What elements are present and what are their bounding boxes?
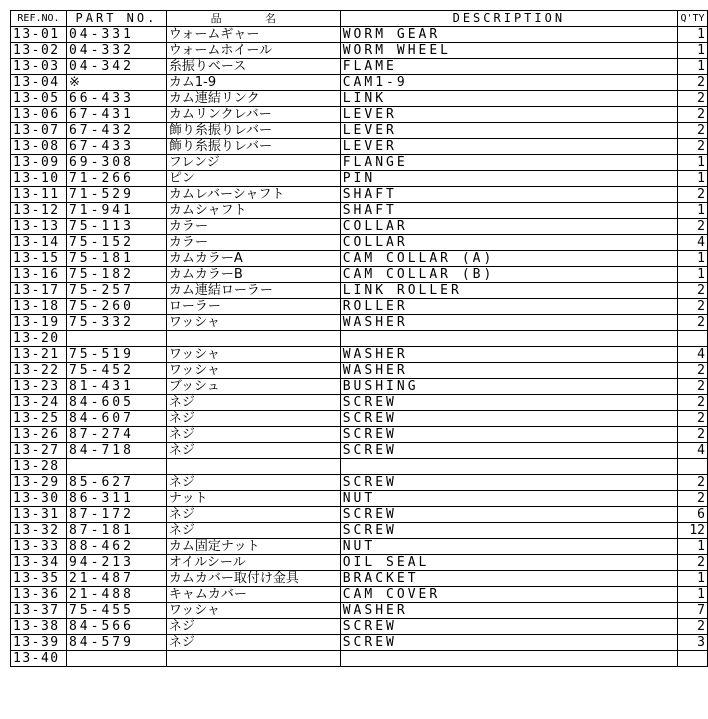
description-cell: LINK xyxy=(340,91,677,107)
ref-no-cell: 13-19 xyxy=(11,315,67,331)
quantity-cell: 4 xyxy=(677,347,707,363)
japanese-name-cell: ネジ xyxy=(166,475,340,491)
japanese-name-cell: カムカバー取付け金具 xyxy=(166,571,340,587)
ref-no-cell: 13-08 xyxy=(11,139,67,155)
part-no-cell: 87-274 xyxy=(66,427,166,443)
ref-no-cell: 13-25 xyxy=(11,411,67,427)
description-cell: SCREW xyxy=(340,635,677,651)
table-row xyxy=(11,75,708,91)
japanese-name-cell: 糸振りベース xyxy=(166,59,340,75)
description-cell: WASHER xyxy=(340,603,677,619)
description-cell: BRACKET xyxy=(340,571,677,587)
japanese-name-cell xyxy=(166,651,340,667)
table-row xyxy=(11,395,708,411)
japanese-name-cell xyxy=(166,331,340,347)
japanese-name-cell: ネジ xyxy=(166,427,340,443)
table-row xyxy=(11,523,708,539)
part-no-cell: 87-172 xyxy=(66,507,166,523)
japanese-name-cell: カムレバーシャフト xyxy=(166,187,340,203)
table-row xyxy=(11,635,708,651)
table-row xyxy=(11,91,708,107)
quantity-cell xyxy=(677,459,707,475)
part-no-cell: 88-462 xyxy=(66,539,166,555)
japanese-name-cell: ワッシャ xyxy=(166,363,340,379)
table-row xyxy=(11,651,708,667)
quantity-cell: 2 xyxy=(677,91,707,107)
quantity-cell: 2 xyxy=(677,187,707,203)
table-row xyxy=(11,267,708,283)
ref-no-cell: 13-02 xyxy=(11,43,67,59)
description-cell: FLANGE xyxy=(340,155,677,171)
description-cell: SHAFT xyxy=(340,187,677,203)
japanese-name-cell: カラー xyxy=(166,235,340,251)
part-no-cell xyxy=(66,651,166,667)
ref-no-cell: 13-09 xyxy=(11,155,67,171)
quantity-cell: 2 xyxy=(677,379,707,395)
part-no-cell: 75-152 xyxy=(66,235,166,251)
part-no-cell: 75-332 xyxy=(66,315,166,331)
table-row xyxy=(11,299,708,315)
japanese-name-cell: カムリンクレバー xyxy=(166,107,340,123)
part-no-cell: 04-331 xyxy=(66,27,166,43)
ref-no-cell: 13-03 xyxy=(11,59,67,75)
japanese-name-cell: カムシャフト xyxy=(166,203,340,219)
ref-no-cell: 13-37 xyxy=(11,603,67,619)
ref-no-cell: 13-13 xyxy=(11,219,67,235)
description-cell: SHAFT xyxy=(340,203,677,219)
japanese-name-cell: ネジ xyxy=(166,395,340,411)
description-cell: SCREW xyxy=(340,411,677,427)
table-row xyxy=(11,59,708,75)
ref-no-cell: 13-20 xyxy=(11,331,67,347)
part-no-cell xyxy=(66,331,166,347)
ref-no-cell: 13-29 xyxy=(11,475,67,491)
table-row xyxy=(11,219,708,235)
quantity-cell: 1 xyxy=(677,59,707,75)
quantity-cell: 1 xyxy=(677,539,707,555)
part-no-cell: 87-181 xyxy=(66,523,166,539)
ref-no-cell: 13-22 xyxy=(11,363,67,379)
quantity-cell: 4 xyxy=(677,235,707,251)
japanese-name-cell: オイルシール xyxy=(166,555,340,571)
ref-no-cell: 13-18 xyxy=(11,299,67,315)
quantity-cell: 2 xyxy=(677,139,707,155)
description-cell: NUT xyxy=(340,539,677,555)
part-no-cell xyxy=(66,459,166,475)
ref-no-cell: 13-17 xyxy=(11,283,67,299)
table-row xyxy=(11,443,708,459)
quantity-cell: 2 xyxy=(677,411,707,427)
japanese-name-cell: カム固定ナット xyxy=(166,539,340,555)
description-cell: WORM GEAR xyxy=(340,27,677,43)
quantity-cell: 2 xyxy=(677,315,707,331)
ref-no-cell: 13-11 xyxy=(11,187,67,203)
description-cell: WASHER xyxy=(340,315,677,331)
ref-no-cell: 13-27 xyxy=(11,443,67,459)
part-no-cell: 75-182 xyxy=(66,267,166,283)
japanese-name-cell: ナット xyxy=(166,491,340,507)
part-no-cell: 81-431 xyxy=(66,379,166,395)
quantity-cell: 2 xyxy=(677,123,707,139)
description-cell: BUSHING xyxy=(340,379,677,395)
ref-no-cell: 13-05 xyxy=(11,91,67,107)
part-no-cell: 67-432 xyxy=(66,123,166,139)
quantity-cell: 1 xyxy=(677,571,707,587)
quantity-cell: 1 xyxy=(677,251,707,267)
quantity-cell: 2 xyxy=(677,427,707,443)
table-row xyxy=(11,123,708,139)
table-row xyxy=(11,587,708,603)
description-cell: SCREW xyxy=(340,619,677,635)
table-row xyxy=(11,571,708,587)
japanese-name-cell: ワッシャ xyxy=(166,603,340,619)
table-row xyxy=(11,347,708,363)
table-row xyxy=(11,155,708,171)
japanese-name-cell: カムカラーA xyxy=(166,251,340,267)
quantity-cell: 2 xyxy=(677,107,707,123)
ref-no-cell: 13-07 xyxy=(11,123,67,139)
header-part-no: PART NO. xyxy=(66,11,166,27)
ref-no-cell: 13-36 xyxy=(11,587,67,603)
quantity-cell: 2 xyxy=(677,491,707,507)
part-no-cell: 75-452 xyxy=(66,363,166,379)
part-no-cell: 67-433 xyxy=(66,139,166,155)
japanese-name-cell: 飾り糸振りレバー xyxy=(166,139,340,155)
description-cell: OIL SEAL xyxy=(340,555,677,571)
quantity-cell: 4 xyxy=(677,443,707,459)
japanese-name-cell: ネジ xyxy=(166,635,340,651)
japanese-name-cell: ワッシャ xyxy=(166,315,340,331)
part-no-cell: 66-433 xyxy=(66,91,166,107)
japanese-name-cell: カム1-9 xyxy=(166,75,340,91)
ref-no-cell: 13-31 xyxy=(11,507,67,523)
parts-list-table xyxy=(10,10,708,667)
part-no-cell: 85-627 xyxy=(66,475,166,491)
quantity-cell: 2 xyxy=(677,299,707,315)
ref-no-cell: 13-15 xyxy=(11,251,67,267)
part-no-cell: 75-113 xyxy=(66,219,166,235)
part-no-cell: 94-213 xyxy=(66,555,166,571)
part-no-cell: 86-311 xyxy=(66,491,166,507)
description-cell: SCREW xyxy=(340,443,677,459)
table-row xyxy=(11,43,708,59)
quantity-cell: 1 xyxy=(677,27,707,43)
description-cell: LEVER xyxy=(340,107,677,123)
table-row xyxy=(11,363,708,379)
description-cell: CAM1-9 xyxy=(340,75,677,91)
part-no-cell: 84-579 xyxy=(66,635,166,651)
quantity-cell: 2 xyxy=(677,619,707,635)
ref-no-cell: 13-32 xyxy=(11,523,67,539)
quantity-cell: 2 xyxy=(677,283,707,299)
part-no-cell: 21-488 xyxy=(66,587,166,603)
part-no-cell: 84-566 xyxy=(66,619,166,635)
ref-no-cell: 13-10 xyxy=(11,171,67,187)
quantity-cell xyxy=(677,331,707,347)
part-no-cell: 71-941 xyxy=(66,203,166,219)
quantity-cell: 2 xyxy=(677,219,707,235)
quantity-cell: 2 xyxy=(677,475,707,491)
table-row xyxy=(11,331,708,347)
ref-no-cell: 13-28 xyxy=(11,459,67,475)
ref-no-cell: 13-34 xyxy=(11,555,67,571)
description-cell: CAM COLLAR (A) xyxy=(340,251,677,267)
description-cell: ROLLER xyxy=(340,299,677,315)
table-row xyxy=(11,491,708,507)
table-row xyxy=(11,459,708,475)
ref-no-cell: 13-04 xyxy=(11,75,67,91)
quantity-cell xyxy=(677,651,707,667)
quantity-cell: 1 xyxy=(677,171,707,187)
description-cell: WORM WHEEL xyxy=(340,43,677,59)
description-cell: LEVER xyxy=(340,123,677,139)
table-row xyxy=(11,107,708,123)
ref-no-cell: 13-21 xyxy=(11,347,67,363)
table-row xyxy=(11,603,708,619)
japanese-name-cell: ネジ xyxy=(166,507,340,523)
japanese-name-cell: キャムカバー xyxy=(166,587,340,603)
japanese-name-cell: ネジ xyxy=(166,619,340,635)
description-cell: COLLAR xyxy=(340,235,677,251)
japanese-name-cell: カラー xyxy=(166,219,340,235)
header-row xyxy=(11,11,708,27)
description-cell: PIN xyxy=(340,171,677,187)
quantity-cell: 1 xyxy=(677,43,707,59)
japanese-name-cell: カム連結ローラー xyxy=(166,283,340,299)
japanese-name-cell: ネジ xyxy=(166,523,340,539)
part-no-cell: 75-257 xyxy=(66,283,166,299)
ref-no-cell: 13-12 xyxy=(11,203,67,219)
description-cell xyxy=(340,331,677,347)
description-cell: CAM COVER xyxy=(340,587,677,603)
description-cell: CAM COLLAR (B) xyxy=(340,267,677,283)
quantity-cell: 3 xyxy=(677,635,707,651)
japanese-name-cell: ブッシュ xyxy=(166,379,340,395)
ref-no-cell: 13-38 xyxy=(11,619,67,635)
table-row xyxy=(11,171,708,187)
quantity-cell: 1 xyxy=(677,155,707,171)
japanese-name-cell: ネジ xyxy=(166,443,340,459)
ref-no-cell: 13-26 xyxy=(11,427,67,443)
header-quantity: Q'TY xyxy=(677,11,707,27)
table-row xyxy=(11,315,708,331)
table-row xyxy=(11,251,708,267)
table-row xyxy=(11,619,708,635)
japanese-name-cell: ウォームホイール xyxy=(166,43,340,59)
part-no-cell: 71-266 xyxy=(66,171,166,187)
japanese-name-cell: カムカラーB xyxy=(166,267,340,283)
japanese-name-cell: フレンジ xyxy=(166,155,340,171)
description-cell xyxy=(340,651,677,667)
quantity-cell: 1 xyxy=(677,203,707,219)
table-row xyxy=(11,187,708,203)
part-no-cell: 84-718 xyxy=(66,443,166,459)
description-cell: LEVER xyxy=(340,139,677,155)
description-cell: COLLAR xyxy=(340,219,677,235)
quantity-cell: 12 xyxy=(677,523,707,539)
quantity-cell: 1 xyxy=(677,587,707,603)
table-row xyxy=(11,427,708,443)
part-no-cell: 84-605 xyxy=(66,395,166,411)
part-no-cell: 75-519 xyxy=(66,347,166,363)
header-description: DESCRIPTION xyxy=(340,11,677,27)
description-cell: FLAME xyxy=(340,59,677,75)
table-row xyxy=(11,411,708,427)
description-cell: NUT xyxy=(340,491,677,507)
ref-no-cell: 13-14 xyxy=(11,235,67,251)
header-japanese-name: 品 名 xyxy=(166,11,340,27)
quantity-cell: 7 xyxy=(677,603,707,619)
table-row xyxy=(11,235,708,251)
part-no-cell: ※ xyxy=(66,75,166,91)
table-row xyxy=(11,475,708,491)
part-no-cell: 75-181 xyxy=(66,251,166,267)
ref-no-cell: 13-16 xyxy=(11,267,67,283)
quantity-cell: 1 xyxy=(677,267,707,283)
description-cell: WASHER xyxy=(340,363,677,379)
description-cell xyxy=(340,459,677,475)
japanese-name-cell: カム連結リンク xyxy=(166,91,340,107)
table-row xyxy=(11,379,708,395)
description-cell: SCREW xyxy=(340,395,677,411)
japanese-name-cell: 飾り糸振りレバー xyxy=(166,123,340,139)
description-cell: SCREW xyxy=(340,507,677,523)
quantity-cell: 6 xyxy=(677,507,707,523)
japanese-name-cell xyxy=(166,459,340,475)
table-row xyxy=(11,555,708,571)
quantity-cell: 2 xyxy=(677,395,707,411)
part-no-cell: 75-260 xyxy=(66,299,166,315)
part-no-cell: 21-487 xyxy=(66,571,166,587)
description-cell: SCREW xyxy=(340,475,677,491)
japanese-name-cell: ネジ xyxy=(166,411,340,427)
part-no-cell: 69-308 xyxy=(66,155,166,171)
japanese-name-cell: ウォームギャー xyxy=(166,27,340,43)
quantity-cell: 2 xyxy=(677,555,707,571)
table-row xyxy=(11,507,708,523)
quantity-cell: 2 xyxy=(677,363,707,379)
description-cell: LINK ROLLER xyxy=(340,283,677,299)
ref-no-cell: 13-23 xyxy=(11,379,67,395)
part-no-cell: 04-332 xyxy=(66,43,166,59)
description-cell: SCREW xyxy=(340,523,677,539)
quantity-cell: 2 xyxy=(677,75,707,91)
japanese-name-cell: ピン xyxy=(166,171,340,187)
ref-no-cell: 13-30 xyxy=(11,491,67,507)
part-no-cell: 71-529 xyxy=(66,187,166,203)
japanese-name-cell: ローラー xyxy=(166,299,340,315)
table-row xyxy=(11,203,708,219)
ref-no-cell: 13-24 xyxy=(11,395,67,411)
description-cell: SCREW xyxy=(340,427,677,443)
description-cell: WASHER xyxy=(340,347,677,363)
ref-no-cell: 13-06 xyxy=(11,107,67,123)
japanese-name-cell: ワッシャ xyxy=(166,347,340,363)
ref-no-cell: 13-01 xyxy=(11,27,67,43)
header-ref-no: REF.NO. xyxy=(11,11,67,27)
part-no-cell: 67-431 xyxy=(66,107,166,123)
table-row xyxy=(11,139,708,155)
part-no-cell: 75-455 xyxy=(66,603,166,619)
ref-no-cell: 13-39 xyxy=(11,635,67,651)
ref-no-cell: 13-35 xyxy=(11,571,67,587)
ref-no-cell: 13-33 xyxy=(11,539,67,555)
table-row xyxy=(11,27,708,43)
part-no-cell: 84-607 xyxy=(66,411,166,427)
table-row xyxy=(11,283,708,299)
part-no-cell: 04-342 xyxy=(66,59,166,75)
ref-no-cell: 13-40 xyxy=(11,651,67,667)
table-row xyxy=(11,539,708,555)
